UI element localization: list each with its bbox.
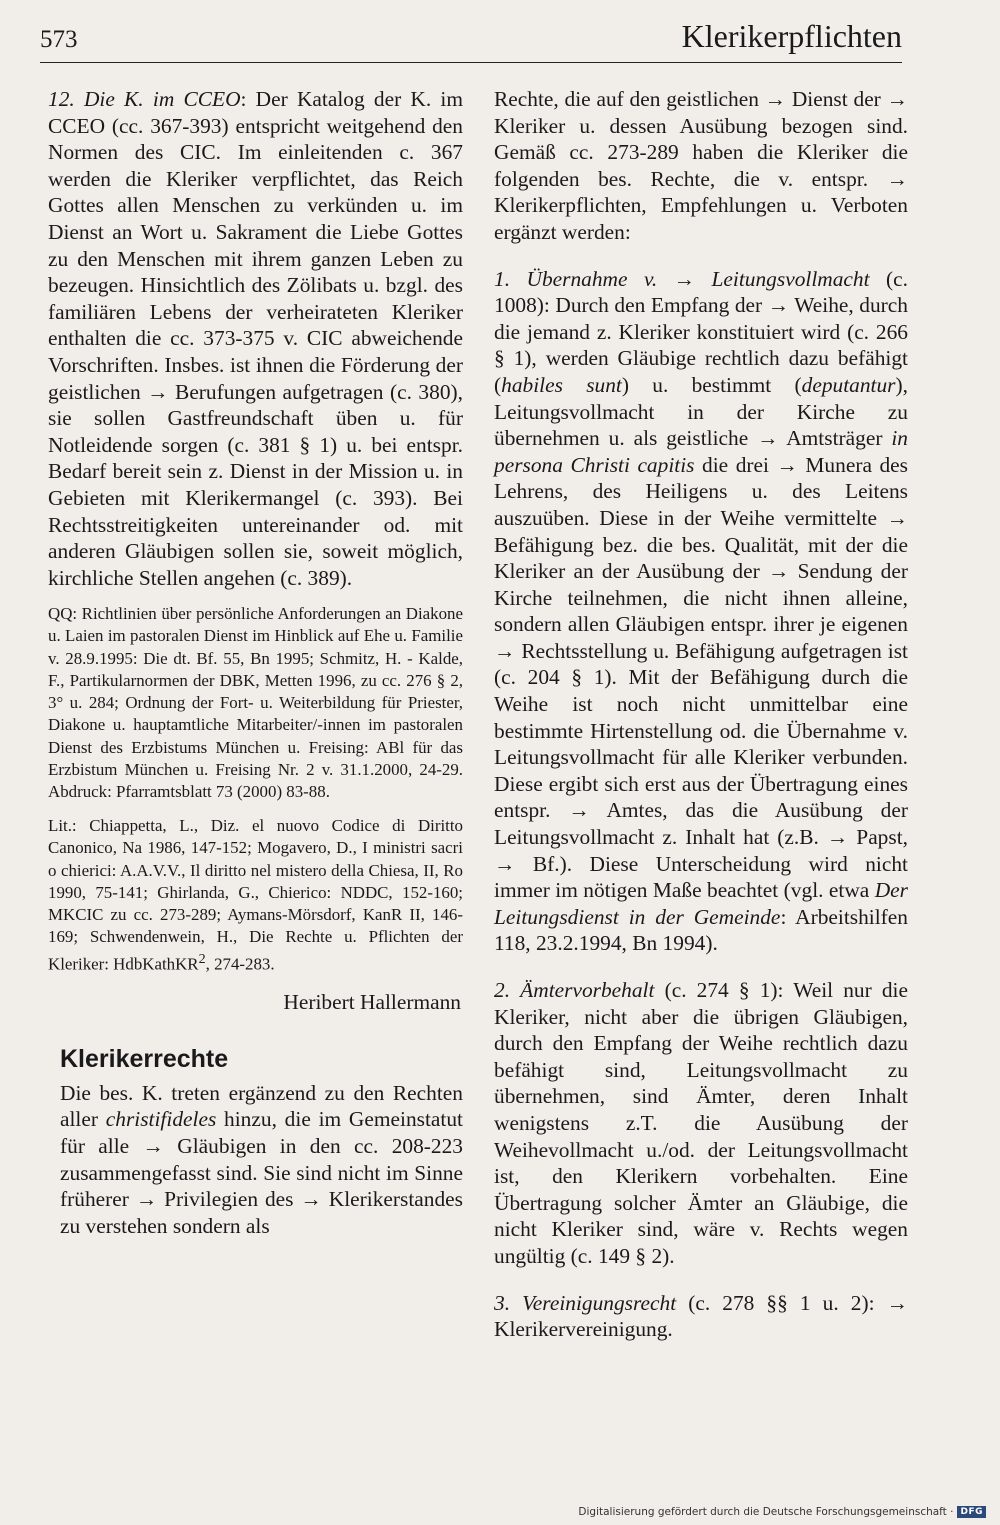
point-2-paragraph	[494, 977, 908, 1270]
section-12-body: : Der Katalog der K. im CCEO (cc. 367-393) entspricht weitgehend den Normen des CIC. Im einleitenden c. 367 werden die Kleriker verpflichtet, das Reich Gottes allen Menschen zu verkünden u. im Dienst an Wort u. Sakrament die Liebe Gottes zu den Menschen mit ihrem ganzen Leben zu bezeugen. Hinsichtlich des Zölibats u. bzgl. des familiären Lebens der verheirateten Kleriker enthalten die cc. 373-375 v. CIC abweichende Vorschriften. Insbes. ist ihnen die Förderung der geistlichen → Berufungen aufgetragen (c. 380), sie sollen Gastfreundschaft üben u. für Notleidende sorgen (c. 381 § 1) u. bei entspr. Bedarf bereit sein z. Dienst in der Mission u. in Gebieten mit Klerikermangel (c. 393). Bei Rechtsstreitigkeiten untereinander od. mit anderen Gläubigen sollen sie, soweit möglich, kirchliche Stellen angehen (c. 389).	[48, 87, 463, 590]
point-2-title: 2. Ämtervorbehalt	[494, 978, 655, 1002]
point-1-italic-3: in persona Christi capitis	[494, 426, 908, 477]
literature-main: Lit.: Chiappetta, L., Diz. el nuovo Codice di Diritto Canonico, Na 1986, 147-152; Mogavero, D., I ministri sacri o chierici: A.A.V.V., Il diritto nel mistero della Chiesa, II, Ro 1990, 75-141; Ghirlanda, G., Chierico: NDDC, 152-160; MKCIC zu cc. 273-289; Aymans-Mörsdorf, KanR II, 146-169; Schwendenwein, H., Die Rechte u. Pflichten der Kleriker: HdbKathKR	[48, 816, 463, 974]
point-1-text-e: : Arbeitshilfen 118, 23.2.1994, Bn 1994).	[494, 904, 908, 956]
point-1-italic-1: habiles sunt	[501, 372, 622, 397]
point-1-text-c: ), Leitungsvollmacht in der Kirche zu übernehmen u. als geistliche → Amtsträger	[494, 372, 908, 451]
digitization-footer	[578, 1506, 986, 1518]
point-1-title: 1. Übernahme v. → Leitungsvollmacht	[494, 266, 870, 291]
point-1-paragraph	[494, 266, 908, 957]
intro-text-b: hinzu, die im Gemeinstatut für alle → Gläubigen in den cc. 208-223 zusammengefasst sind. Sie sind nicht im Sinne früherer → Privilegien des → Klerikerstandes zu verstehen sondern als	[60, 1107, 463, 1238]
continuation-paragraph: Rechte, die auf den geistlichen → Dienst der → Kleriker u. dessen Ausübung bezogen sind. Gemäß cc. 273-289 haben die Kleriker die folgenden bes. Rechte, die v. entspr. → Klerikerpflichten, Empfehlungen u. Verboten ergänzt werden:	[494, 87, 908, 244]
literature-end: , 274-283.	[205, 954, 275, 974]
intro-paragraph	[48, 1080, 463, 1240]
section-12-title: 12. Die K. im CCEO	[48, 87, 241, 111]
page-header	[40, 18, 902, 63]
running-head: Klerikerpflichten	[681, 18, 902, 54]
left-column	[48, 86, 463, 1239]
right-column	[494, 86, 908, 1343]
page-number: 573	[40, 26, 78, 53]
dfg-logo: DFG	[957, 1506, 986, 1518]
section-12-paragraph	[48, 86, 463, 591]
point-3-paragraph	[494, 1290, 908, 1343]
point-1-text-a: (c. 1008): Durch den Empfang der → Weihe, durch die jemand z. Kleriker konstituiert wird (c. 266 § 1), werden Gläubige rechtlich dazu befähigt (	[494, 266, 908, 397]
intro-text-a: Die bes. K. treten ergänzend zu den Rechten aller	[60, 1080, 463, 1132]
point-1-text-d: die drei → Munera des Lehrens, des Heiligens u. des Leitens auszuüben. Diese in der Weihe vermittelte → Befähigung bez. die bes. Qualität, mit der die Kleriker an der Ausübung der → Sendung der Kirche teilnehmen, die nicht ihnen alleine, sondern allen Gläubigen entspr. ihrer je eigenen → Rechtsstellung u. Befähigung aufgetragen ist (c. 204 § 1). Mit der Befähigung durch die Weihe ist noch nicht unmittelbar eine bestimmte Hirtenstellung od. die Übernahme v. Leitungsvollmacht für alle Kleriker verbunden. Diese ergibt sich erst aus der Übertragung eines entspr. → Amtes, das die Ausübung der Leitungsvollmacht z. Inhalt hat (z.B. → Papst, → Bf.). Diese Unterscheidung wird nicht immer im nötigen Maße beachtet (vgl. etwa	[494, 452, 908, 903]
point-2-body: (c. 274 § 1): Weil nur die Kleriker, nicht aber die übrigen Gläubigen, durch den Empfang der Weihe rechtlich dazu befähigt sind, Leitungsvollmacht zu übernehmen, sind Ämter, deren Inhalt wenigstens z.T. die Ausübung der Weihevollmacht u./od. der Leitungsvollmacht ist, den Klerikern vorbehalten. Eine Übertragung solcher Ämter an Gläubige, die nicht Kleriker sind, wäre v. Rechts wegen ungültig (c. 149 § 2).	[494, 978, 908, 1268]
literature	[48, 815, 463, 976]
footer-text: Digitalisierung gefördert durch die Deutsche Forschungsgemeinschaft ·	[578, 1506, 954, 1518]
point-3-title: 3. Vereinigungsrecht	[494, 1290, 677, 1315]
point-1-text-b: ) u. bestimmt (	[621, 372, 802, 397]
section-title: Klerikerrechte	[60, 1044, 229, 1073]
point-1-italic-4: Der Leitungsdienst in der Gemeinde	[494, 878, 908, 929]
point-1-italic-2: deputantur	[801, 372, 896, 397]
intro-italic: christifideles	[105, 1107, 217, 1132]
sources-qq: QQ: Richtlinien über persönliche Anforderungen an Diakone u. Laien im pastoralen Dienst im Hinblick auf Ehe u. Familie v. 28.9.1995: Die dt. Bf. 55, Bn 1995; Schmitz, H. - Kalde, F., Partikularnormen der DBK, Metten 1996, zu cc. 276 § 2, 3° u. 284; Ordnung der Fort- u. Weiterbildung für Priester, Diakone u. hauptamtliche Mitarbeiter/-innen im pastoralen Dienst des Erzbistums München u. Freising: ABl für das Erzbistum München u. Freising Nr. 2 v. 31.1.2000, 24-29. Abdruck: Pfarramtsblatt 73 (2000) 83-88.	[48, 604, 463, 801]
point-3-body: (c. 278 §§ 1 u. 2): → Klerikervereinigung.	[494, 1290, 908, 1342]
author: Heribert Hallermann	[283, 990, 461, 1015]
literature-superscript: 2	[198, 951, 206, 968]
